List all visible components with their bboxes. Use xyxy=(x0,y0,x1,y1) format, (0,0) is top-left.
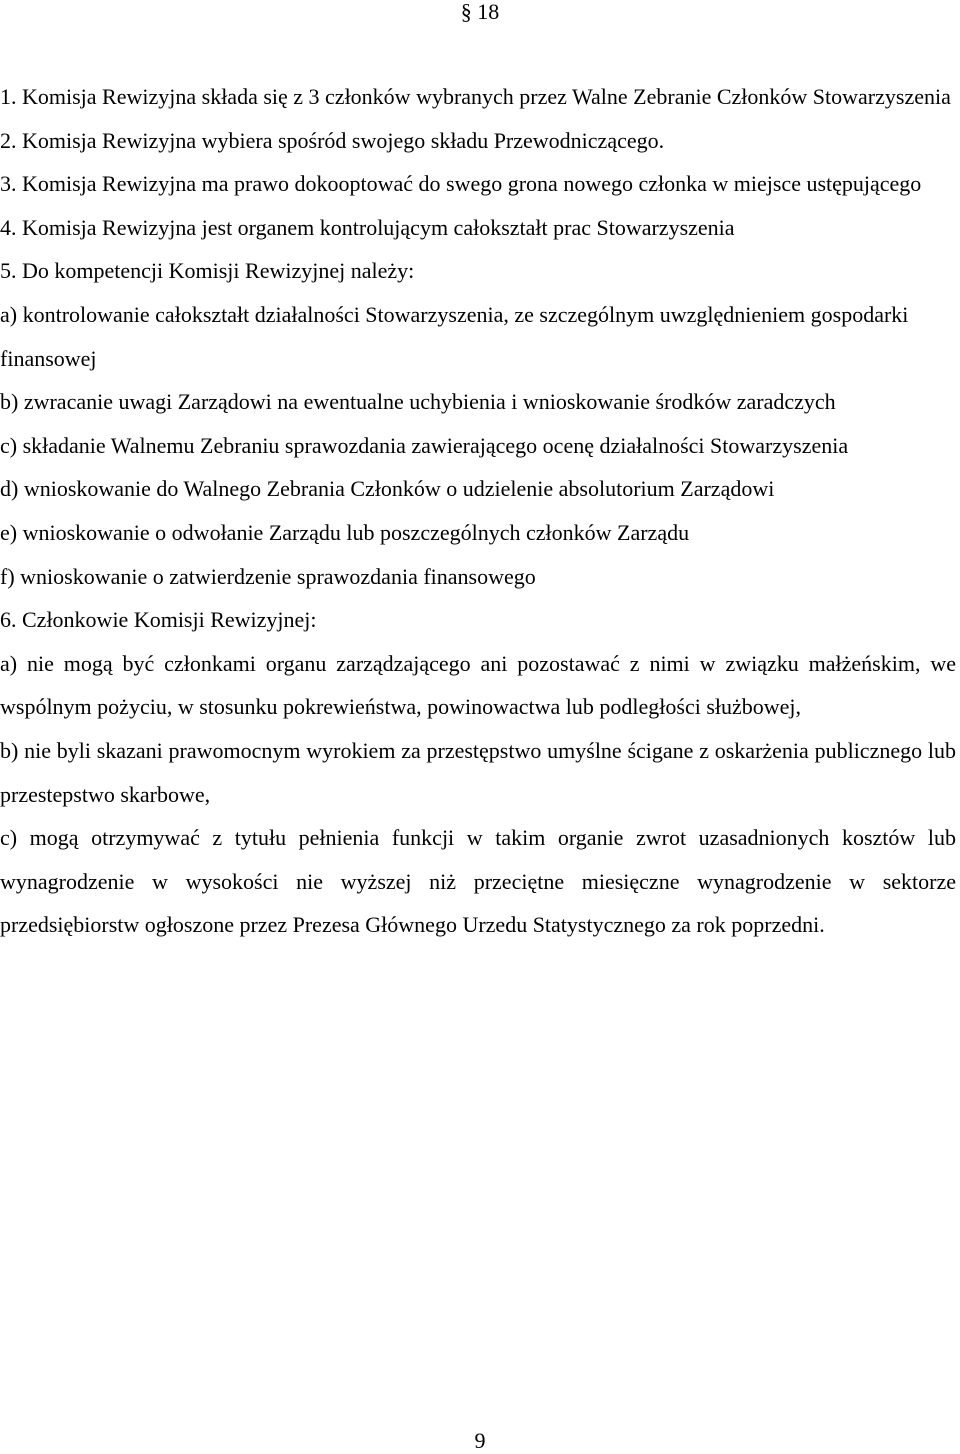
paragraph-5e: e) wnioskowanie o odwołanie Zarządu lub poszczególnych członków Zarządu xyxy=(0,519,690,545)
section-symbol: § xyxy=(460,0,472,24)
paragraph-6a: a) nie mogą być członkami organu zarządzającego ani pozostawać z nimi w związku małżeńskim, we wspólnym pożyciu, w stosunku pokrewieństwa, powinowactwa lub podległości służbowej, xyxy=(0,650,956,720)
paragraph-5b: b) zwracanie uwagi Zarządowi na ewentualne uchybienia i wnioskowanie środków zaradczych xyxy=(0,389,836,415)
section-number: 18 xyxy=(477,0,500,24)
paragraph-1: 1. Komisja Rewizyjna składa się z 3 członków wybranych przez Walne Zebranie Członków Stowarzyszenia xyxy=(0,84,951,109)
paragraph-5a: a) kontrolowanie całokształt działalności Stowarzyszenia, ze szczególnym uwzględnieniem gospodarki finansowej xyxy=(0,301,909,371)
paragraph-5d: d) wnioskowanie do Walnego Zebrania Członków o udzielenie absolutorium Zarządowi xyxy=(0,476,775,502)
page-number: 9 xyxy=(474,1428,486,1453)
paragraph-6b: b) nie byli skazani prawomocnym wyrokiem za przestępstwo umyślne ścigane z oskarżenia publicznego lub przestepstwo skarbowe, xyxy=(0,737,956,807)
paragraph-6: 6. Członkowie Komisji Rewizyjnej: xyxy=(0,607,317,633)
section-heading xyxy=(0,0,960,24)
paragraph-5f: f) wnioskowanie o zatwierdzenie sprawozdania finansowego xyxy=(0,563,536,589)
paragraph-5: 5. Do kompetencji Komisji Rewizyjnej należy: xyxy=(0,258,415,284)
paragraph-2: 2. Komisja Rewizyjna wybiera spośród swojego składu Przewodniczącego. xyxy=(0,127,665,153)
paragraph-3: 3. Komisja Rewizyjna ma prawo dokooptować do swego grona nowego członka w miejsce ustępującego xyxy=(0,171,922,197)
document-body xyxy=(0,75,956,947)
paragraph-4: 4. Komisja Rewizyjna jest organem kontrolującym całokształt prac Stowarzyszenia xyxy=(0,214,735,240)
paragraph-6c: c) mogą otrzymywać z tytułu pełnienia funkcji w takim organie zwrot uzasadnionych kosztów lub wynagrodzenie w wysokości nie wyższej niż przeciętne miesięczne wynagrodzenie w sektorze przedsiębiorstw ogłoszone przez Prezesa Głównego Urzedu Statystycznego za rok poprzedni. xyxy=(0,825,956,938)
paragraph-5c: c) składanie Walnemu Zebraniu sprawozdania zawierającego ocenę działalności Stowarzyszenia xyxy=(0,432,849,458)
